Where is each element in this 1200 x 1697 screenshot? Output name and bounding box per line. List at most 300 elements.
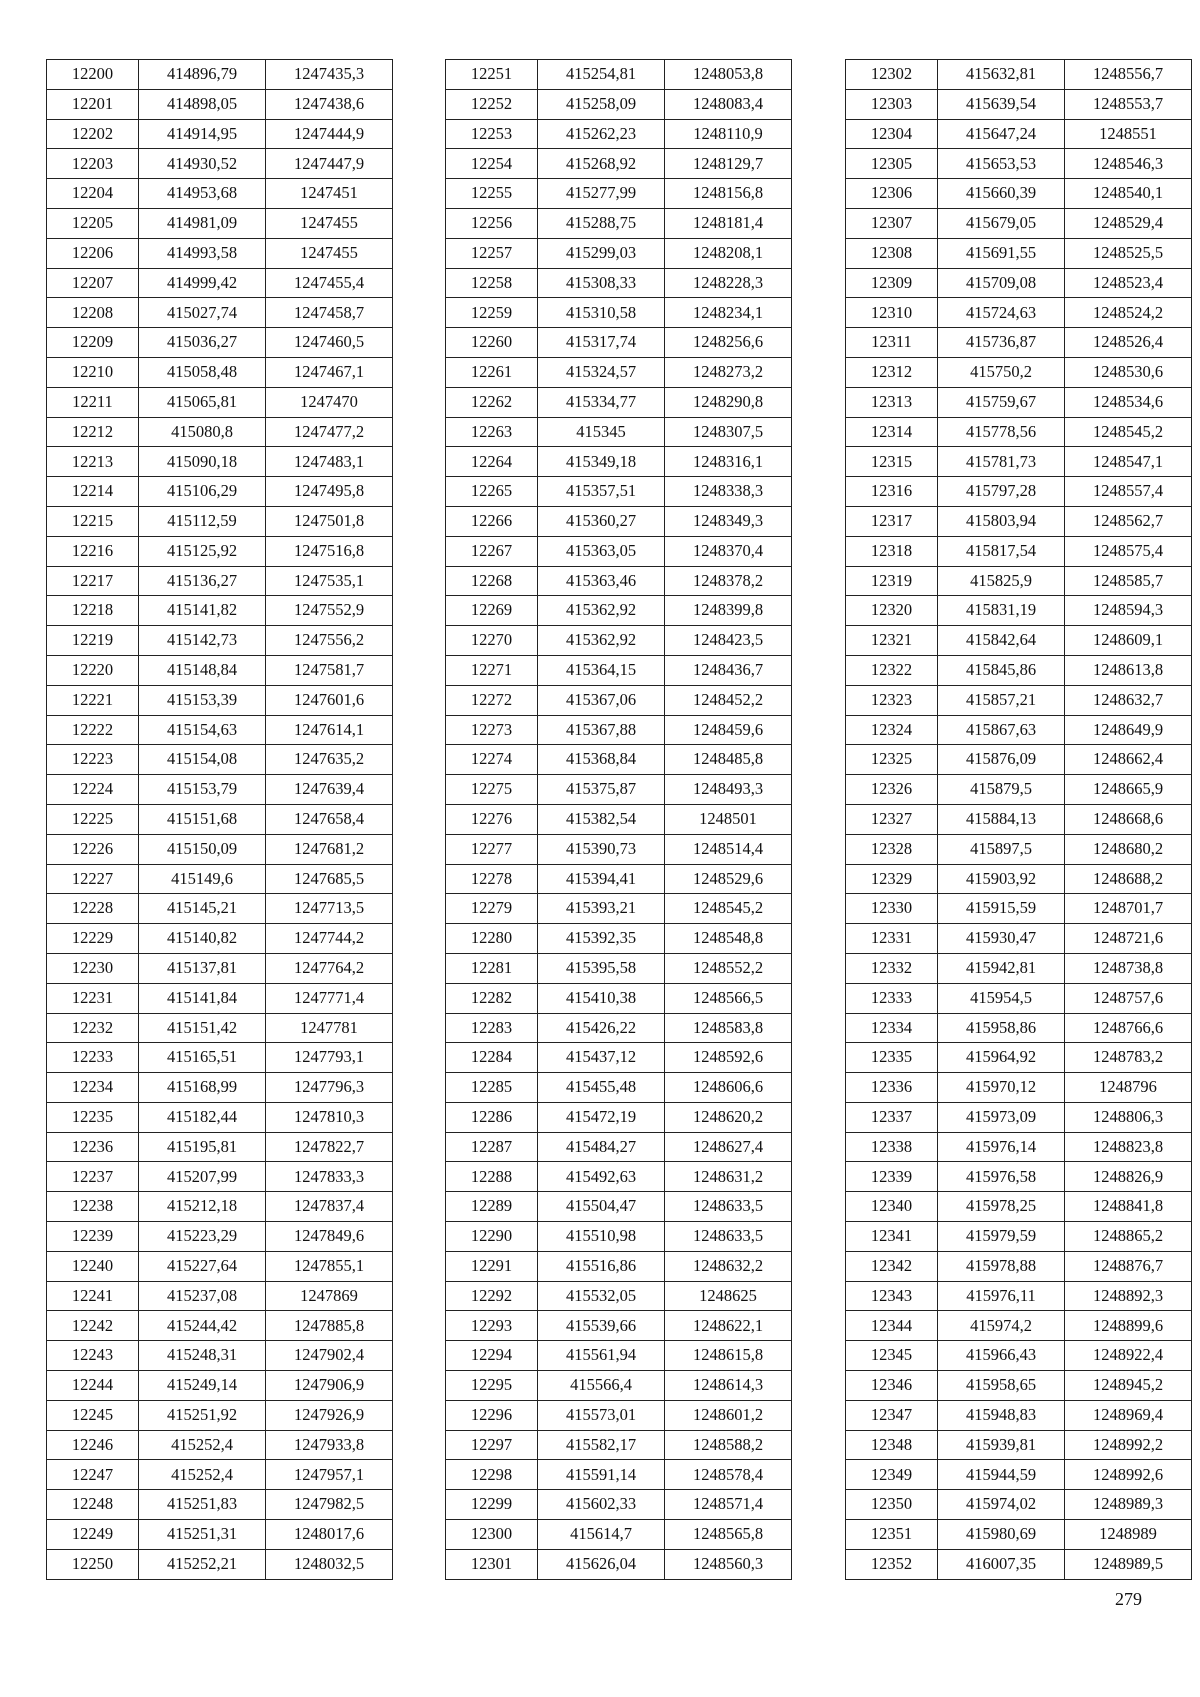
point-number-cell: 12311: [846, 328, 938, 358]
point-number-cell: 12217: [47, 566, 139, 596]
x-coordinate-cell: 415602,33: [538, 1490, 665, 1520]
x-coordinate-cell: 415948,83: [938, 1400, 1065, 1430]
table-row: [47, 208, 393, 238]
x-coordinate-cell: 415151,42: [139, 1013, 266, 1043]
y-coordinate-cell: 1247885,8: [266, 1311, 393, 1341]
point-number-cell: 12283: [446, 1013, 538, 1043]
table-row: [47, 894, 393, 924]
table-row: [47, 1311, 393, 1341]
table-row: [846, 1311, 1192, 1341]
point-number-cell: 12345: [846, 1341, 938, 1371]
point-number-cell: 12213: [47, 447, 139, 477]
y-coordinate-cell: 1248613,8: [1065, 655, 1192, 685]
table-row: [446, 447, 792, 477]
point-number-cell: 12234: [47, 1073, 139, 1103]
table-row: [846, 924, 1192, 954]
table-row: [47, 268, 393, 298]
point-number-cell: 12273: [446, 715, 538, 745]
x-coordinate-cell: 415090,18: [139, 447, 266, 477]
table-row: [47, 1251, 393, 1281]
y-coordinate-cell: 1248493,3: [665, 775, 792, 805]
point-number-cell: 12279: [446, 894, 538, 924]
y-coordinate-cell: 1248680,2: [1065, 834, 1192, 864]
table-row: [47, 1192, 393, 1222]
point-number-cell: 12305: [846, 149, 938, 179]
x-coordinate-cell: 415867,63: [938, 715, 1065, 745]
y-coordinate-cell: 1248823,8: [1065, 1132, 1192, 1162]
x-coordinate-cell: 415368,84: [538, 745, 665, 775]
x-coordinate-cell: 415254,81: [538, 60, 665, 90]
y-coordinate-cell: 1248583,8: [665, 1013, 792, 1043]
x-coordinate-cell: 415976,58: [938, 1162, 1065, 1192]
table-row: [846, 1281, 1192, 1311]
point-number-cell: 12206: [47, 238, 139, 268]
y-coordinate-cell: 1247764,2: [266, 953, 393, 983]
point-number-cell: 12315: [846, 447, 938, 477]
x-coordinate-cell: 415942,81: [938, 953, 1065, 983]
table-row: [47, 715, 393, 745]
y-coordinate-cell: 1248578,4: [665, 1460, 792, 1490]
point-number-cell: 12243: [47, 1341, 139, 1371]
table-row: [846, 417, 1192, 447]
table-row: [47, 357, 393, 387]
y-coordinate-cell: 1248545,2: [1065, 417, 1192, 447]
x-coordinate-cell: 415065,81: [139, 387, 266, 417]
point-number-cell: 12336: [846, 1073, 938, 1103]
y-coordinate-cell: 1248423,5: [665, 626, 792, 656]
table-row: [47, 1341, 393, 1371]
point-number-cell: 12335: [846, 1043, 938, 1073]
table-row: [446, 328, 792, 358]
table-row: [846, 149, 1192, 179]
table-row: [47, 745, 393, 775]
table-row: [47, 953, 393, 983]
table-row: [446, 238, 792, 268]
x-coordinate-cell: 415966,43: [938, 1341, 1065, 1371]
table-row: [446, 89, 792, 119]
y-coordinate-cell: 1247849,6: [266, 1222, 393, 1252]
table-row: [446, 1013, 792, 1043]
y-coordinate-cell: 1247458,7: [266, 298, 393, 328]
y-coordinate-cell: 1248945,2: [1065, 1371, 1192, 1401]
y-coordinate-cell: 1248627,4: [665, 1132, 792, 1162]
y-coordinate-cell: 1248529,6: [665, 864, 792, 894]
point-number-cell: 12341: [846, 1222, 938, 1252]
x-coordinate-cell: 415510,98: [538, 1222, 665, 1252]
point-number-cell: 12338: [846, 1132, 938, 1162]
point-number-cell: 12290: [446, 1222, 538, 1252]
x-coordinate-cell: 415277,99: [538, 179, 665, 209]
table-row: [47, 1520, 393, 1550]
y-coordinate-cell: 1247658,4: [266, 804, 393, 834]
table-row: [846, 1460, 1192, 1490]
table-row: [47, 477, 393, 507]
y-coordinate-cell: 1247982,5: [266, 1490, 393, 1520]
x-coordinate-cell: 415308,33: [538, 268, 665, 298]
y-coordinate-cell: 1248631,2: [665, 1162, 792, 1192]
point-number-cell: 12256: [446, 208, 538, 238]
y-coordinate-cell: 1247444,9: [266, 119, 393, 149]
x-coordinate-cell: 415382,54: [538, 804, 665, 834]
point-number-cell: 12286: [446, 1102, 538, 1132]
x-coordinate-cell: 415492,63: [538, 1162, 665, 1192]
table-row: [846, 1222, 1192, 1252]
y-coordinate-cell: 1247855,1: [266, 1251, 393, 1281]
y-coordinate-cell: 1247793,1: [266, 1043, 393, 1073]
y-coordinate-cell: 1248436,7: [665, 655, 792, 685]
x-coordinate-cell: 415803,94: [938, 506, 1065, 536]
table-row: [446, 1490, 792, 1520]
y-coordinate-cell: 1248316,1: [665, 447, 792, 477]
coordinate-table-3: [845, 59, 1192, 1580]
point-number-cell: 12330: [846, 894, 938, 924]
x-coordinate-cell: 415364,15: [538, 655, 665, 685]
table-row: [846, 626, 1192, 656]
point-number-cell: 12268: [446, 566, 538, 596]
table-row: [446, 775, 792, 805]
point-number-cell: 12263: [446, 417, 538, 447]
y-coordinate-cell: 1248378,2: [665, 566, 792, 596]
point-number-cell: 12346: [846, 1371, 938, 1401]
point-number-cell: 12324: [846, 715, 938, 745]
x-coordinate-cell: 415915,59: [938, 894, 1065, 924]
table-row: [47, 119, 393, 149]
y-coordinate-cell: 1247957,1: [266, 1460, 393, 1490]
point-number-cell: 12337: [846, 1102, 938, 1132]
x-coordinate-cell: 414999,42: [139, 268, 266, 298]
table-row: [846, 983, 1192, 1013]
x-coordinate-cell: 415299,03: [538, 238, 665, 268]
x-coordinate-cell: 415876,09: [938, 745, 1065, 775]
point-number-cell: 12281: [446, 953, 538, 983]
x-coordinate-cell: 415980,69: [938, 1520, 1065, 1550]
y-coordinate-cell: 1248523,4: [1065, 268, 1192, 298]
x-coordinate-cell: 414981,09: [139, 208, 266, 238]
table-row: [846, 179, 1192, 209]
y-coordinate-cell: 1247501,8: [266, 506, 393, 536]
table-row: [446, 1400, 792, 1430]
y-coordinate-cell: 1248181,4: [665, 208, 792, 238]
x-coordinate-cell: 415632,81: [938, 60, 1065, 90]
table-row: [846, 60, 1192, 90]
table-row: [846, 208, 1192, 238]
point-number-cell: 12265: [446, 477, 538, 507]
x-coordinate-cell: 415142,73: [139, 626, 266, 656]
x-coordinate-cell: 415437,12: [538, 1043, 665, 1073]
table-row: [446, 357, 792, 387]
x-coordinate-cell: 415367,88: [538, 715, 665, 745]
point-number-cell: 12259: [446, 298, 538, 328]
table-row: [846, 953, 1192, 983]
point-number-cell: 12342: [846, 1251, 938, 1281]
table-row: [846, 715, 1192, 745]
y-coordinate-cell: 1247869: [266, 1281, 393, 1311]
point-number-cell: 12246: [47, 1430, 139, 1460]
x-coordinate-cell: 415679,05: [938, 208, 1065, 238]
table-row: [47, 536, 393, 566]
x-coordinate-cell: 415976,14: [938, 1132, 1065, 1162]
table-row: [446, 1371, 792, 1401]
point-number-cell: 12333: [846, 983, 938, 1013]
point-number-cell: 12351: [846, 1520, 938, 1550]
point-number-cell: 12253: [446, 119, 538, 149]
y-coordinate-cell: 1248633,5: [665, 1192, 792, 1222]
table-row: [47, 775, 393, 805]
table-row: [846, 477, 1192, 507]
table-row: [846, 1043, 1192, 1073]
y-coordinate-cell: 1248585,7: [1065, 566, 1192, 596]
table-row: [846, 1341, 1192, 1371]
point-number-cell: 12241: [47, 1281, 139, 1311]
y-coordinate-cell: 1248553,7: [1065, 89, 1192, 119]
table-row: [47, 387, 393, 417]
x-coordinate-cell: 414930,52: [139, 149, 266, 179]
x-coordinate-cell: 415410,38: [538, 983, 665, 1013]
x-coordinate-cell: 415392,35: [538, 924, 665, 954]
point-number-cell: 12288: [446, 1162, 538, 1192]
x-coordinate-cell: 415357,51: [538, 477, 665, 507]
table-row: [846, 1162, 1192, 1192]
x-coordinate-cell: 415106,29: [139, 477, 266, 507]
coordinate-table-2: [445, 59, 792, 1580]
x-coordinate-cell: 415817,54: [938, 536, 1065, 566]
table-row: [846, 1132, 1192, 1162]
point-number-cell: 12216: [47, 536, 139, 566]
table-row: [47, 1549, 393, 1579]
point-number-cell: 12208: [47, 298, 139, 328]
y-coordinate-cell: 1248668,6: [1065, 804, 1192, 834]
x-coordinate-cell: 415182,44: [139, 1102, 266, 1132]
y-coordinate-cell: 1248806,3: [1065, 1102, 1192, 1132]
point-number-cell: 12297: [446, 1430, 538, 1460]
x-coordinate-cell: 415484,27: [538, 1132, 665, 1162]
point-number-cell: 12221: [47, 685, 139, 715]
point-number-cell: 12244: [47, 1371, 139, 1401]
y-coordinate-cell: 1248234,1: [665, 298, 792, 328]
x-coordinate-cell: 415324,57: [538, 357, 665, 387]
y-coordinate-cell: 1248032,5: [266, 1549, 393, 1579]
y-coordinate-cell: 1248017,6: [266, 1520, 393, 1550]
table-row: [47, 1460, 393, 1490]
x-coordinate-cell: 415759,67: [938, 387, 1065, 417]
table-row: [47, 1043, 393, 1073]
table-row: [446, 417, 792, 447]
point-number-cell: 12349: [846, 1460, 938, 1490]
y-coordinate-cell: 1248547,1: [1065, 447, 1192, 477]
point-number-cell: 12238: [47, 1192, 139, 1222]
point-number-cell: 12205: [47, 208, 139, 238]
table-row: [47, 834, 393, 864]
x-coordinate-cell: 415367,06: [538, 685, 665, 715]
table-row: [446, 1102, 792, 1132]
table-row: [446, 477, 792, 507]
x-coordinate-cell: 415974,02: [938, 1490, 1065, 1520]
x-coordinate-cell: 415244,42: [139, 1311, 266, 1341]
x-coordinate-cell: 415778,56: [938, 417, 1065, 447]
x-coordinate-cell: 415125,92: [139, 536, 266, 566]
table-row: [846, 238, 1192, 268]
point-number-cell: 12215: [47, 506, 139, 536]
point-number-cell: 12340: [846, 1192, 938, 1222]
point-number-cell: 12292: [446, 1281, 538, 1311]
point-number-cell: 12254: [446, 149, 538, 179]
y-coordinate-cell: 1247483,1: [266, 447, 393, 477]
x-coordinate-cell: 415974,2: [938, 1311, 1065, 1341]
x-coordinate-cell: 415647,24: [938, 119, 1065, 149]
y-coordinate-cell: 1248841,8: [1065, 1192, 1192, 1222]
x-coordinate-cell: 415363,05: [538, 536, 665, 566]
point-number-cell: 12298: [446, 1460, 538, 1490]
y-coordinate-cell: 1248601,2: [665, 1400, 792, 1430]
x-coordinate-cell: 415112,59: [139, 506, 266, 536]
point-number-cell: 12220: [47, 655, 139, 685]
x-coordinate-cell: 415395,58: [538, 953, 665, 983]
x-coordinate-cell: 415334,77: [538, 387, 665, 417]
point-number-cell: 12312: [846, 357, 938, 387]
y-coordinate-cell: 1248614,3: [665, 1371, 792, 1401]
y-coordinate-cell: 1248530,6: [1065, 357, 1192, 387]
table-row: [47, 1222, 393, 1252]
x-coordinate-cell: 415582,17: [538, 1430, 665, 1460]
table-row: [446, 536, 792, 566]
table-row: [446, 268, 792, 298]
x-coordinate-cell: 415979,59: [938, 1222, 1065, 1252]
x-coordinate-cell: 415262,23: [538, 119, 665, 149]
table-row: [846, 506, 1192, 536]
table-row: [47, 1281, 393, 1311]
x-coordinate-cell: 415252,21: [139, 1549, 266, 1579]
point-number-cell: 12318: [846, 536, 938, 566]
table-row: [446, 685, 792, 715]
table-row: [446, 179, 792, 209]
y-coordinate-cell: 1248399,8: [665, 596, 792, 626]
coordinate-table-1: [46, 59, 393, 1580]
x-coordinate-cell: 415252,4: [139, 1430, 266, 1460]
table-row: [846, 1371, 1192, 1401]
y-coordinate-cell: 1247681,2: [266, 834, 393, 864]
x-coordinate-cell: 415897,5: [938, 834, 1065, 864]
point-number-cell: 12306: [846, 179, 938, 209]
table-row: [446, 1460, 792, 1490]
table-row: [446, 983, 792, 1013]
y-coordinate-cell: 1248452,2: [665, 685, 792, 715]
point-number-cell: 12287: [446, 1132, 538, 1162]
x-coordinate-cell: 415168,99: [139, 1073, 266, 1103]
table-row: [47, 328, 393, 358]
x-coordinate-cell: 415566,4: [538, 1371, 665, 1401]
y-coordinate-cell: 1248290,8: [665, 387, 792, 417]
y-coordinate-cell: 1248256,6: [665, 328, 792, 358]
point-number-cell: 12308: [846, 238, 938, 268]
point-number-cell: 12304: [846, 119, 938, 149]
table-row: [846, 1549, 1192, 1579]
point-number-cell: 12227: [47, 864, 139, 894]
table-row: [446, 1251, 792, 1281]
x-coordinate-cell: 415825,9: [938, 566, 1065, 596]
x-coordinate-cell: 415626,04: [538, 1549, 665, 1579]
point-number-cell: 12247: [47, 1460, 139, 1490]
point-number-cell: 12303: [846, 89, 938, 119]
table-row: [446, 1043, 792, 1073]
table-row: [446, 804, 792, 834]
table-row: [47, 655, 393, 685]
y-coordinate-cell: 1248892,3: [1065, 1281, 1192, 1311]
point-number-cell: 12210: [47, 357, 139, 387]
x-coordinate-cell: 415954,5: [938, 983, 1065, 1013]
x-coordinate-cell: 415976,11: [938, 1281, 1065, 1311]
table-row: [446, 298, 792, 328]
y-coordinate-cell: 1248826,9: [1065, 1162, 1192, 1192]
y-coordinate-cell: 1248592,6: [665, 1043, 792, 1073]
table-row: [446, 655, 792, 685]
x-coordinate-cell: 415903,92: [938, 864, 1065, 894]
point-number-cell: 12207: [47, 268, 139, 298]
point-number-cell: 12280: [446, 924, 538, 954]
table-row: [446, 506, 792, 536]
x-coordinate-cell: 415970,12: [938, 1073, 1065, 1103]
y-coordinate-cell: 1247902,4: [266, 1341, 393, 1371]
table-row: [446, 864, 792, 894]
table-row: [47, 89, 393, 119]
point-number-cell: 12203: [47, 149, 139, 179]
x-coordinate-cell: 415978,88: [938, 1251, 1065, 1281]
point-number-cell: 12223: [47, 745, 139, 775]
x-coordinate-cell: 415258,09: [538, 89, 665, 119]
point-number-cell: 12270: [446, 626, 538, 656]
y-coordinate-cell: 1248766,6: [1065, 1013, 1192, 1043]
table-row: [446, 1341, 792, 1371]
point-number-cell: 12222: [47, 715, 139, 745]
y-coordinate-cell: 1247552,9: [266, 596, 393, 626]
point-number-cell: 12240: [47, 1251, 139, 1281]
x-coordinate-cell: 415252,4: [139, 1460, 266, 1490]
table-row: [47, 804, 393, 834]
point-number-cell: 12339: [846, 1162, 938, 1192]
table-row: [446, 834, 792, 864]
table-row: [47, 1490, 393, 1520]
y-coordinate-cell: 1248557,4: [1065, 477, 1192, 507]
point-number-cell: 12258: [446, 268, 538, 298]
table-row: [846, 834, 1192, 864]
y-coordinate-cell: 1248540,1: [1065, 179, 1192, 209]
point-number-cell: 12225: [47, 804, 139, 834]
x-coordinate-cell: 416007,35: [938, 1549, 1065, 1579]
table-row: [47, 149, 393, 179]
y-coordinate-cell: 1248552,2: [665, 953, 792, 983]
table-row: [47, 506, 393, 536]
point-number-cell: 12343: [846, 1281, 938, 1311]
table-row: [446, 626, 792, 656]
point-number-cell: 12299: [446, 1490, 538, 1520]
point-number-cell: 12284: [446, 1043, 538, 1073]
x-coordinate-cell: 415561,94: [538, 1341, 665, 1371]
y-coordinate-cell: 1248560,3: [665, 1549, 792, 1579]
x-coordinate-cell: 415516,86: [538, 1251, 665, 1281]
point-number-cell: 12201: [47, 89, 139, 119]
x-coordinate-cell: 415150,09: [139, 834, 266, 864]
x-coordinate-cell: 415360,27: [538, 506, 665, 536]
x-coordinate-cell: 415251,92: [139, 1400, 266, 1430]
y-coordinate-cell: 1248738,8: [1065, 953, 1192, 983]
y-coordinate-cell: 1248562,7: [1065, 506, 1192, 536]
y-coordinate-cell: 1247635,2: [266, 745, 393, 775]
point-number-cell: 12310: [846, 298, 938, 328]
point-number-cell: 12252: [446, 89, 538, 119]
x-coordinate-cell: 415362,92: [538, 596, 665, 626]
point-number-cell: 12276: [446, 804, 538, 834]
x-coordinate-cell: 415251,83: [139, 1490, 266, 1520]
point-number-cell: 12296: [446, 1400, 538, 1430]
